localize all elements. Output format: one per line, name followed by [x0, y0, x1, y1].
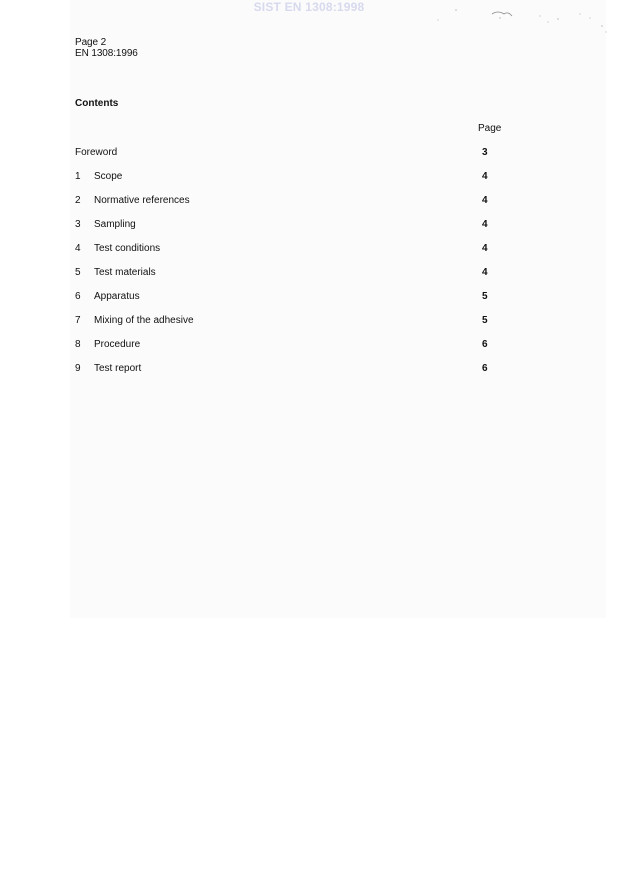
toc-entry-page: 4 [482, 171, 488, 182]
watermark: SIST EN 1308:1998 [253, 0, 365, 14]
toc-entry-title: Sampling [94, 219, 136, 230]
standard-identifier: EN 1308:1996 [75, 48, 138, 59]
toc-entry-title: Test conditions [94, 243, 161, 254]
toc-entry-page: 4 [482, 267, 488, 278]
contents-heading: Contents [75, 98, 119, 109]
page-number-label: Page 2 [75, 37, 107, 48]
toc-entry-number: 9 [75, 363, 81, 374]
toc-entry-page: 6 [482, 339, 488, 350]
toc-entry-page: 5 [482, 315, 488, 326]
scan-noise-specks [430, 4, 610, 34]
toc-entry-page: 4 [482, 219, 488, 230]
toc-entry-number: 2 [75, 195, 81, 206]
toc-row-foreword [75, 147, 515, 171]
toc-row-normative-references [75, 195, 515, 219]
toc-row-test-conditions [75, 243, 515, 267]
toc-row-scope [75, 171, 515, 195]
toc-entry-title: Foreword [75, 147, 118, 158]
toc-entry-number: 8 [75, 339, 81, 350]
toc-entry-title: Mixing of the adhesive [94, 315, 194, 326]
toc-entry-page: 6 [482, 363, 488, 374]
toc-entry-title: Scope [94, 171, 123, 182]
toc-entry-title: Normative references [94, 195, 190, 206]
toc-entry-number: 5 [75, 267, 81, 278]
toc-row-test-materials [75, 267, 515, 291]
toc-row-procedure [75, 339, 515, 363]
toc-row-apparatus [75, 291, 515, 315]
toc-entry-number: 1 [75, 171, 81, 182]
toc-entry-title: Procedure [94, 339, 141, 350]
toc-row-test-report [75, 363, 515, 387]
toc-row-mixing-of-the-adhesive [75, 315, 515, 339]
table-of-contents [75, 147, 515, 387]
toc-entry-page: 4 [482, 195, 488, 206]
toc-entry-page: 4 [482, 243, 488, 254]
toc-entry-page: 3 [482, 147, 488, 158]
toc-entry-number: 7 [75, 315, 81, 326]
toc-entry-page: 5 [482, 291, 488, 302]
page-column-heading: Page [478, 123, 502, 134]
toc-row-sampling [75, 219, 515, 243]
toc-entry-number: 6 [75, 291, 81, 302]
toc-entry-title: Test materials [94, 267, 156, 278]
toc-entry-number: 3 [75, 219, 81, 230]
toc-entry-number: 4 [75, 243, 81, 254]
toc-entry-title: Apparatus [94, 291, 140, 302]
toc-entry-title: Test report [94, 363, 142, 374]
page-header [75, 37, 138, 59]
